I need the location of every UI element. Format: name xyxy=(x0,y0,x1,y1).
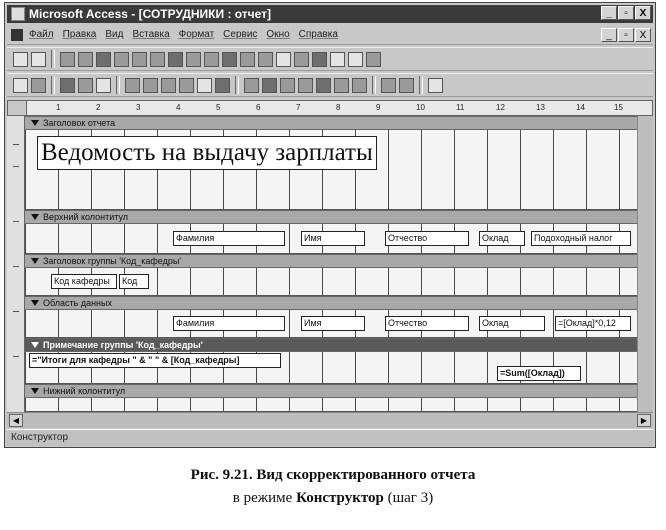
view-icon[interactable] xyxy=(13,78,28,93)
option-group-icon[interactable] xyxy=(96,52,111,67)
tab-control-icon[interactable] xyxy=(294,52,309,67)
ruler-mark: 3 xyxy=(136,103,141,112)
ruler-mark: 5 xyxy=(216,103,221,112)
vruler-tick xyxy=(13,266,19,267)
sorting-grouping-icon[interactable] xyxy=(280,78,295,93)
detail-label: Область данных xyxy=(43,298,112,308)
help-icon[interactable] xyxy=(428,78,443,93)
figure-caption-line2 xyxy=(0,490,666,507)
ruler-mark: 1 xyxy=(56,103,61,112)
vruler-tick xyxy=(13,221,19,222)
image-tool-icon[interactable] xyxy=(222,52,237,67)
document-controls xyxy=(601,28,651,42)
print-icon[interactable] xyxy=(60,78,75,93)
toolbar-separator xyxy=(116,76,120,94)
doc-minimize-button[interactable]: _ xyxy=(601,28,617,42)
status-text: Конструктор xyxy=(11,432,69,443)
section-arrow-icon xyxy=(31,120,39,126)
close-button[interactable]: X xyxy=(635,6,651,20)
label-tool-icon[interactable] xyxy=(60,52,75,67)
detail-field-tax-formula[interactable]: =[Оклад]*0,12 xyxy=(555,316,631,331)
title-bar xyxy=(7,5,653,23)
figure-caption-line1 xyxy=(0,467,666,484)
print-preview-icon[interactable] xyxy=(78,78,93,93)
menu-edit[interactable]: Правка xyxy=(62,29,97,40)
unbound-object-icon[interactable] xyxy=(240,52,255,67)
rectangle-tool-icon[interactable] xyxy=(348,52,363,67)
section-arrow-icon xyxy=(31,342,39,348)
report-header-bar[interactable] xyxy=(25,116,639,130)
header-label-tax[interactable]: Подоходный налог xyxy=(531,231,631,246)
option-button-icon[interactable] xyxy=(132,52,147,67)
vruler-tick xyxy=(13,356,19,357)
ruler-mark: 14 xyxy=(576,103,585,112)
page-footer-bar[interactable] xyxy=(25,384,639,398)
toolbar-separator xyxy=(419,76,423,94)
insert-hyperlink-icon[interactable] xyxy=(215,78,230,93)
build-icon[interactable] xyxy=(352,78,367,93)
group-footer-label: Примечание группы 'Код_кафедры' xyxy=(43,340,203,350)
menu-help[interactable]: Справка xyxy=(298,29,338,40)
detail-field-name[interactable]: Имя xyxy=(301,316,365,331)
report-design-surface xyxy=(25,116,639,412)
combobox-tool-icon[interactable] xyxy=(168,52,183,67)
scroll-left-icon[interactable]: ◀ xyxy=(9,414,23,427)
ruler-mark: 4 xyxy=(176,103,181,112)
group-field-department-code[interactable]: Код xyxy=(119,274,149,289)
access-window xyxy=(4,2,656,448)
window-title: Microsoft Access - [СОТРУДНИКИ : отчет] xyxy=(29,7,272,21)
section-arrow-icon xyxy=(31,388,39,394)
textbox-tool-icon[interactable] xyxy=(78,52,93,67)
bound-object-icon[interactable] xyxy=(258,52,273,67)
autoformat-icon[interactable] xyxy=(298,78,313,93)
menu-format[interactable]: Формат xyxy=(178,29,215,40)
section-arrow-icon xyxy=(31,258,39,264)
access-app-icon xyxy=(11,7,25,21)
command-button-icon[interactable] xyxy=(204,52,219,67)
vertical-scrollbar[interactable] xyxy=(637,116,653,412)
toolbar-separator xyxy=(235,76,239,94)
group-label-department-code[interactable]: Код кафедры xyxy=(51,274,117,289)
menu-bar xyxy=(7,25,653,45)
section-arrow-icon xyxy=(31,214,39,220)
ruler-mark: 7 xyxy=(296,103,301,112)
code-icon[interactable] xyxy=(316,78,331,93)
checkbox-tool-icon[interactable] xyxy=(150,52,165,67)
vruler-tick xyxy=(13,166,19,167)
control-wizards-icon[interactable] xyxy=(31,52,46,67)
section-arrow-icon xyxy=(31,300,39,306)
ruler-mark: 11 xyxy=(456,103,465,112)
figure-caption-prefix: в режиме xyxy=(232,490,297,506)
minimize-button[interactable]: _ xyxy=(601,6,617,20)
horizontal-ruler xyxy=(7,100,653,116)
undo-icon[interactable] xyxy=(197,78,212,93)
vruler-tick xyxy=(13,311,19,312)
save-icon[interactable] xyxy=(31,78,46,93)
page-break-icon[interactable] xyxy=(276,52,291,67)
group-header-label: Заголовок группы 'Код_кафедры' xyxy=(43,256,182,266)
document-icon[interactable] xyxy=(11,29,23,41)
detail-field-salary[interactable]: Оклад xyxy=(479,316,545,331)
page-footer-area[interactable] xyxy=(25,398,639,412)
format-painter-icon[interactable] xyxy=(179,78,194,93)
database-window-icon[interactable] xyxy=(381,78,396,93)
doc-restore-button[interactable]: ▫ xyxy=(618,28,634,42)
group-footer-area[interactable] xyxy=(25,352,639,384)
menu-insert[interactable]: Вставка xyxy=(132,29,170,40)
detail-field-surname[interactable]: Фамилия xyxy=(173,316,285,331)
page-header-area[interactable] xyxy=(25,224,639,254)
page-footer-label: Нижний колонтитул xyxy=(43,386,126,396)
subform-icon[interactable] xyxy=(312,52,327,67)
maximize-button[interactable]: ▫ xyxy=(618,6,634,20)
paste-icon[interactable] xyxy=(161,78,176,93)
ruler-mark: 9 xyxy=(376,103,381,112)
toolbar-separator xyxy=(51,50,55,68)
more-controls-icon[interactable] xyxy=(366,52,381,67)
menu-file[interactable]: Файл xyxy=(29,29,54,40)
header-label-salary[interactable]: Оклад xyxy=(479,231,525,246)
group-footer-sum-field[interactable]: =Sum([Оклад]) xyxy=(497,366,581,381)
menu-tools[interactable]: Сервис xyxy=(223,29,258,40)
spelling-icon[interactable] xyxy=(96,78,111,93)
report-title-label[interactable]: Ведомость на выдачу зарплаты xyxy=(37,136,377,170)
report-design-toolbar xyxy=(7,73,653,97)
group-footer-bar[interactable] xyxy=(25,338,639,352)
header-label-patronymic[interactable]: Отчество xyxy=(385,231,469,246)
copy-icon[interactable] xyxy=(143,78,158,93)
status-bar xyxy=(7,429,653,446)
field-list-icon[interactable] xyxy=(244,78,259,93)
vertical-ruler xyxy=(7,116,25,412)
ruler-mark: 12 xyxy=(496,103,505,112)
header-label-surname[interactable]: Фамилия xyxy=(173,231,285,246)
group-header-area[interactable] xyxy=(25,268,639,296)
menu-view[interactable]: Вид xyxy=(105,29,124,40)
new-object-icon[interactable] xyxy=(399,78,414,93)
toolbar-separator xyxy=(372,76,376,94)
page-header-label: Верхний колонтитул xyxy=(43,212,129,222)
group-header-bar[interactable] xyxy=(25,254,639,268)
toggle-button-icon[interactable] xyxy=(114,52,129,67)
toolbar-separator xyxy=(51,76,55,94)
figure-caption-bold: Конструктор xyxy=(296,490,384,506)
figure-caption-suffix: (шаг 3) xyxy=(383,490,434,506)
figure-caption-text: Рис. 9.21. Вид скорректированного отчета xyxy=(190,467,476,483)
header-label-name[interactable]: Имя xyxy=(301,231,365,246)
ruler-mark: 10 xyxy=(416,103,425,112)
report-header-area[interactable] xyxy=(25,130,639,210)
menu-window[interactable]: Окно xyxy=(266,29,290,40)
cut-icon[interactable] xyxy=(125,78,140,93)
ruler-mark: 15 xyxy=(614,103,623,112)
horizontal-scrollbar[interactable] xyxy=(7,412,653,428)
window-controls xyxy=(601,6,651,20)
scroll-right-icon[interactable]: ▶ xyxy=(637,414,651,427)
select-objects-icon[interactable] xyxy=(13,52,28,67)
line-tool-icon[interactable] xyxy=(330,52,345,67)
ruler-mark: 13 xyxy=(536,103,545,112)
vruler-tick xyxy=(13,144,19,145)
listbox-tool-icon[interactable] xyxy=(186,52,201,67)
page-header-bar[interactable] xyxy=(25,210,639,224)
ruler-mark: 8 xyxy=(336,103,341,112)
properties-icon[interactable] xyxy=(334,78,349,93)
toolbox-toolbar xyxy=(7,47,653,71)
ruler-mark: 6 xyxy=(256,103,261,112)
toolbox-icon[interactable] xyxy=(262,78,277,93)
detail-bar[interactable] xyxy=(25,296,639,310)
doc-close-button[interactable]: X xyxy=(635,28,651,42)
ruler-mark: 2 xyxy=(96,103,101,112)
group-footer-expression-field[interactable]: ="Итоги для кафедры " & " " & [Код_кафедры] xyxy=(29,353,281,368)
report-header-label: Заголовок отчета xyxy=(43,118,116,128)
detail-field-patronymic[interactable]: Отчество xyxy=(385,316,469,331)
detail-area[interactable] xyxy=(25,310,639,338)
ruler-corner xyxy=(8,101,27,115)
